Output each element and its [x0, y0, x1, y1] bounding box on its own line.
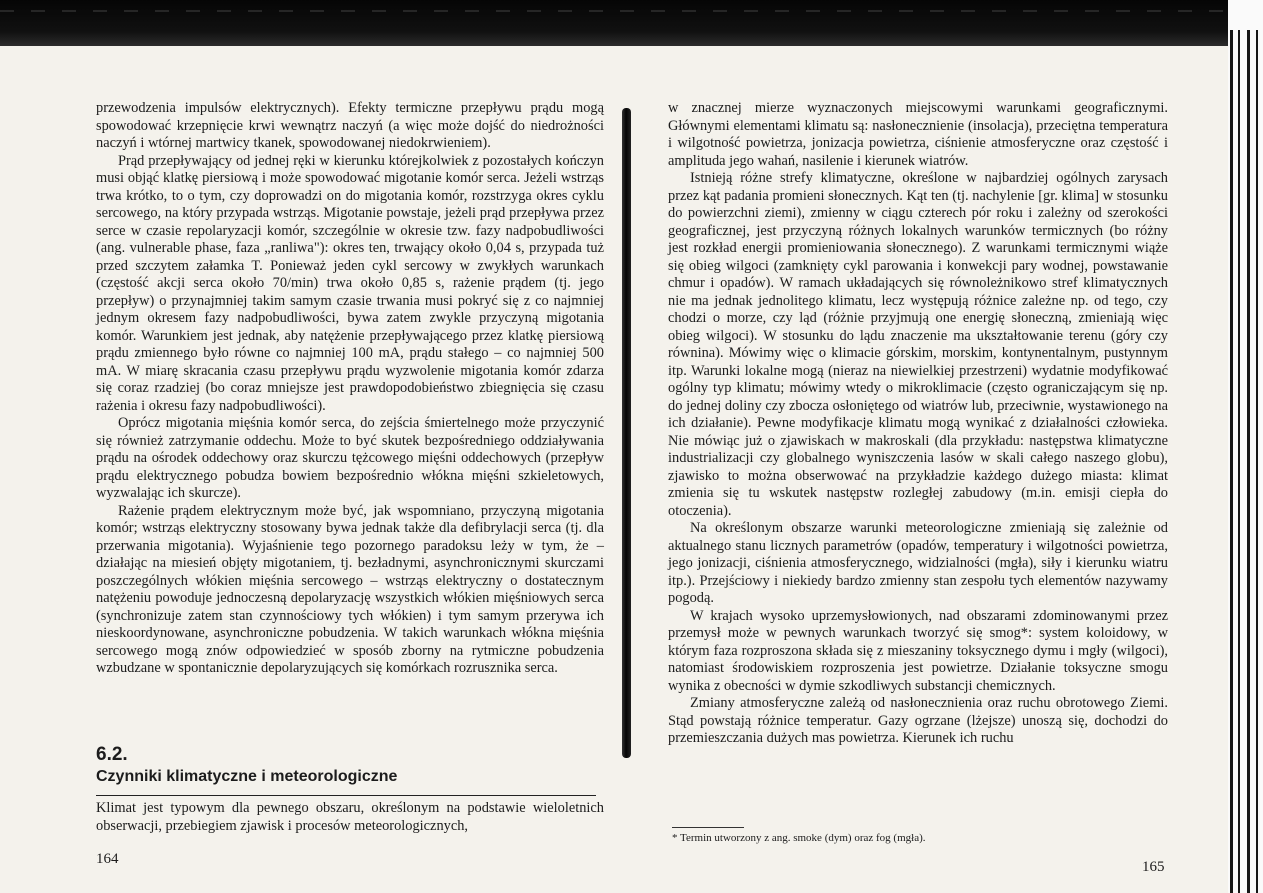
section-number: 6.2. — [96, 744, 128, 765]
left-paragraph-2: Prąd przepływający od jednej ręki w kierunku którejkolwiek z pozostałych kończyn musi objąć klatkę piersiową i może spowodować migotanie komór serca. Jeżeli wstrząs trwa krótko, to o tym, czy doprowadzi on do migotania komór, rozstrzyga okres cyklu sercowego, na który przypada wstrząs. Migotanie powstaje, jeżeli prąd przepływa przez serce w czasie repolaryzacji komór, szczególnie w okresie tzw. fazy nadpobudliwości (ang. vulnerable phase, faza „ranliwa"): okres ten, trwający około 0,04 s, przypada tuż przed szczytem załamka T. Ponieważ jeden cykl sercowy w zwykłych warunkach (częstość akcji serca około 70/min) trwa około 0,85 s, rażenie prądem (tj. jego przepływ) o przynajmniej takim samym czasie trwania musi pokryć się z co najmniej jednym okresem fazy nadpobudliwości, bywa zatem zwykle przyczyną migotania komór. Warunkiem jest jednak, aby natężenie przepływającego przez klatkę piersiową prądu zmiennego było równe co najmniej 100 mA, prądu stałego – co najmniej 500 mA. W miarę skracania czasu przepływu prądu wyzwolenie migotania komór zdarza się coraz rzadziej (bo coraz mniejsze jest prawdopodobieństwo zbiegnięcia się czasu rażenia i okresu fazy nadpobudliwości). — [96, 152, 604, 414]
section-title: Czynniki klimatyczne i meteorologiczne — [96, 768, 398, 785]
book-gutter-shadow — [616, 108, 638, 758]
page-number-left: 164 — [96, 851, 119, 867]
scan-dark-top-edge — [0, 0, 1263, 46]
page-number-right: 165 — [1142, 859, 1165, 875]
left-page-column — [96, 100, 604, 678]
left-paragraph-1: przewodzenia impulsów elektrycznych). Efekty termiczne przepływu prądu mogą spowodować krzepnięcie krwi wewnątrz naczyń (a więc może dojść do niedrożności naczyń i wtórnej martwicy tkanek, spowodowanej niedokrwieniem). — [96, 100, 604, 151]
left-paragraph-3: Oprócz migotania mięśnia komór serca, do zejścia śmiertelnego może przyczynić się również zatrzymanie oddechu. Może to być skutek bezpośredniego oddziaływania prądu na ośrodek oddechowy oraz skurczu tężcowego mięśni oddechowych (przepływ prądu elektrycznego pobudza bowiem bezpośrednio włókna mięśni szkieletowych, wyzwalając ich skurcze). — [96, 415, 604, 501]
footnote-rule — [672, 827, 744, 828]
section-body — [96, 800, 604, 835]
right-paragraph-3: Na określonym obszarze warunki meteorologiczne zmieniają się zależnie od aktualnego stanu licznych parametrów (opadów, temperatury i wilgotności powietrza, jego jonizacji, ciśnienia atmosferycznego, widzialności (mgła), siły i kierunku wiatru itp.). Przejściowy i niekiedy bardzo zmienny stan zespołu tych elementów nazywamy pogodą. — [668, 520, 1168, 606]
right-page-column — [668, 100, 1168, 748]
left-paragraph-4: Rażenie prądem elektrycznym może być, jak wspomniano, przyczyną migotania komór; wstrząs elektryczny stosowany bywa jednak także dla defibrylacji serca (tj. dla przerwania migotania). Wyjaśnienie tego pozornego paradoksu leży w tym, że – działając na miesień objęty migotaniem, tj. bezładnymi, asynchronicznymi skurczami poszczególnych włókien mięśnia sercowego – wstrząs elektryczny o dostatecznym natężeniu powoduje jednoczesną depolaryzację wszystkich włókien mięśniowych serca (synchronizuje zatem stan czynnościowy tych włókien) i tym samym przerywa ich nieskoordynowane, asynchroniczne pobudzenia. W takich warunkach włókna mięśnia sercowego mogą znów odpowiedzieć w sposób zborny na rytmiczne pobudzenia wzbudzane w spontanicznie depolaryzujących się komórkach rozrusznika serca. — [96, 502, 604, 676]
section-paragraph: Klimat jest typowym dla pewnego obszaru, określonym na podstawie wieloletnich obserwacji, przebiegiem zjawisk i procesów meteorologicznych, — [96, 800, 604, 834]
right-paragraph-2: Istnieją różne strefy klimatyczne, określone w najbardziej ogólnych zarysach przez kąt padania promieni słonecznych. Kąt ten (tj. nachylenie [gr. klima] w stosunku do powierzchni ziemi), zmienny w ciągu czterech pór roku i zależny od szerokości geograficznej, jest przyczyną różnych lokalnych warunków termicznych (bo różny jest rozkład energii promieniowania słonecznego). Z warunkami termicznymi wiąże się obieg wilgoci (zamknięty cykl parowania i konwekcji pary wodnej, powstawanie chmur i opadów). W ramach układających się równoleżnikowo stref klimatycznych nie ma jednak jednolitego klimatu, lecz występują różnice zależne np. od tego, czy chodzi o morze, czy ląd (różnie przyjmują one energię słoneczną, zmieniają więc obieg wilgoci). W stosunku do lądu znaczenie ma ukształtowanie terenu (góry czy równina). Mówimy więc o klimacie górskim, morskim, kontynentalnym, pustynnym itp. Warunki lokalne mogą (nieraz na niewielkiej przestrzeni) wydatnie modyfikować ogólny typ klimatu; mówimy wtedy o mikroklimacie (często ograniczającym się np. do jednej doliny czy zbocza osłoniętego od wiatrów lub, przeciwnie, wystawionego na ich działanie). Pewne modyfikacje klimatu mogą wynikać z działalności człowieka. Nie mówiąc już o zjawiskach w makroskali (dla przykładu: następstwa klimatyczne industrializacji czy globalnego wyniszczenia lasów w skali całego naszego globu), zjawisko to można obserwować na przykładzie każdego dużego miasta: klimat zmienia się tu wskutek następstw rozległej zabudowy (m.in. emisji ciepła do otoczenia). — [668, 170, 1168, 519]
right-paragraph-5: Zmiany atmosferyczne zależą od nasłonecznienia oraz ruchu obrotowego Ziemi. Stąd powstają różnice temperatur. Gazy ogrzane (lżejsze) unoszą się, dochodzi do przemieszczania dużych mas powietrza. Kierunek ich ruchu — [668, 695, 1168, 746]
right-paragraph-4: W krajach wysoko uprzemysłowionych, nad obszarami zdominowanymi przez przemysł może w pewnych warunkach tworzyć się smog*: system koloidowy, w którym faza rozproszona składa się z mieszaniny toksycznego dymu i mgły (wilgoci), natomiast środowiskiem rozproszenia jest powietrze. Działanie toksyczne smogu wynika z obecności w dymie szkodliwych substancji chemicznych. — [668, 607, 1168, 694]
section-title-rule — [96, 795, 596, 796]
footnote: * Termin utworzony z ang. smoke (dym) oraz fog (mgła). — [672, 832, 926, 844]
right-paragraph-1: w znacznej mierze wyznaczonych miejscowymi warunkami geograficznymi. Głównymi elementami klimatu są: nasłonecznienie (insolacja), przeciętna temperatura i wilgotność powietrza, jonizacja powietrza, ciśnienie atmosferyczne oraz częstość i amplituda jego wahań, nasilenie i kierunek wiatrów. — [668, 100, 1168, 169]
scan-right-page-edges — [1228, 0, 1263, 893]
